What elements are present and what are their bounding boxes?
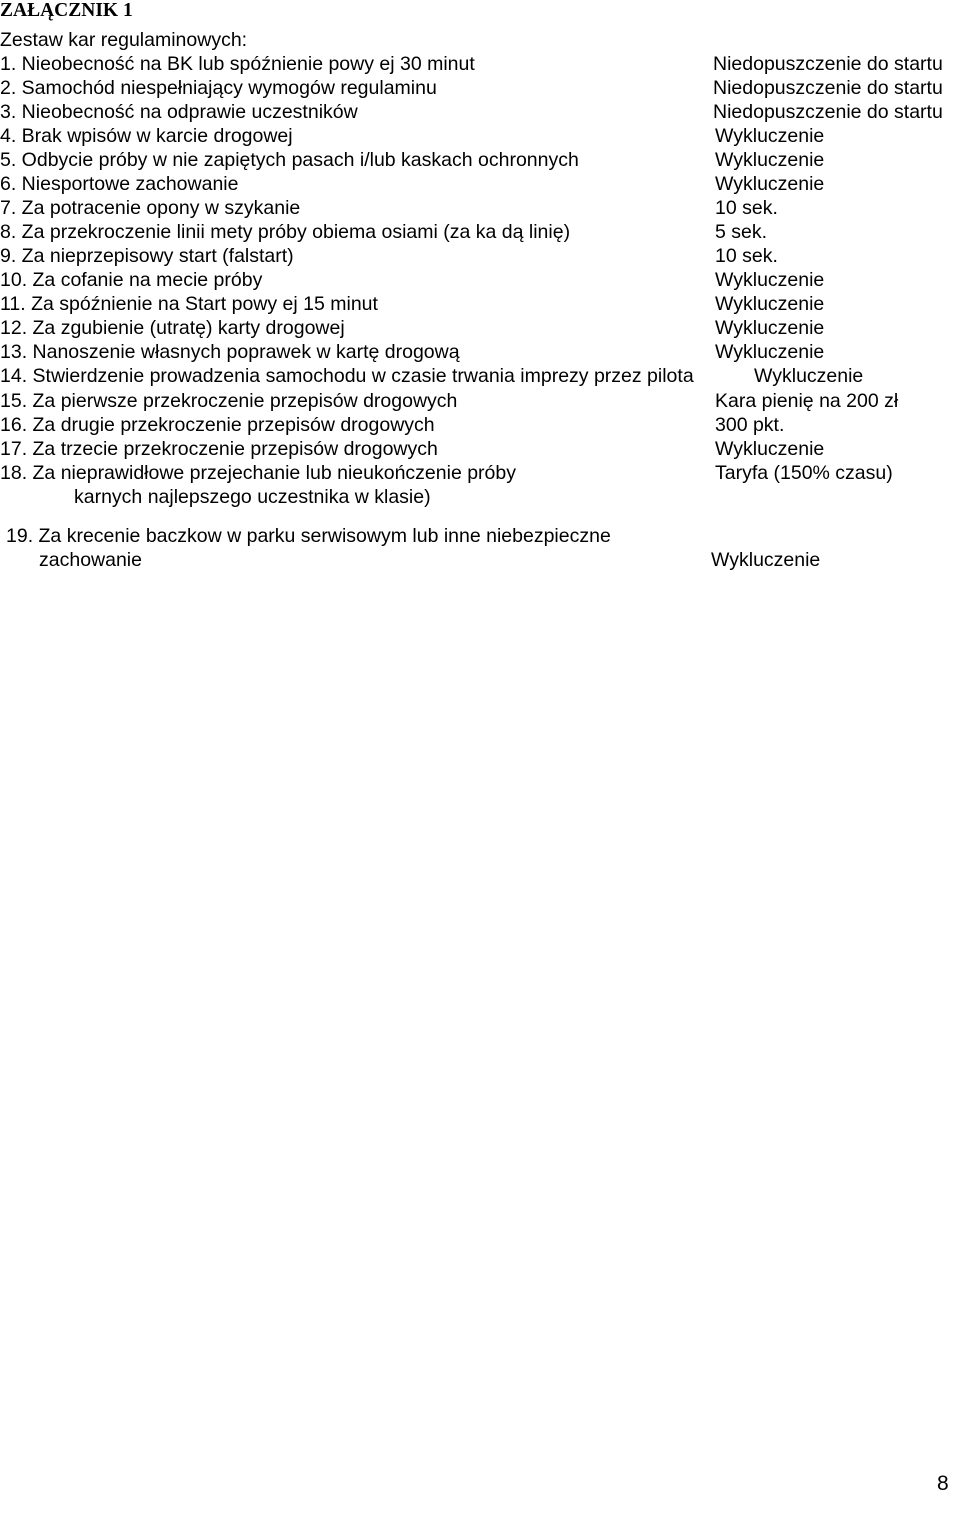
rule-text: 9. Za nieprzepisowy start (falstart) — [0, 245, 294, 267]
rule-penalty: Wykluczenie — [715, 149, 825, 171]
rule-penalty: Taryfa (150% czasu) — [715, 462, 893, 484]
rule-penalty: Niedopuszczenie do startu — [713, 53, 943, 75]
rule-penalty: Niedopuszczenie do startu — [713, 101, 943, 123]
rule-text: 2. Samochód niespełniający wymogów regulaminu — [0, 77, 437, 99]
rule-penalty: Niedopuszczenie do startu — [713, 77, 943, 99]
rule-penalty: Wykluczenie — [754, 365, 864, 387]
rule-text: 5. Odbycie próby w nie zapiętych pasach i/lub kaskach ochronnych — [0, 149, 579, 171]
rule-text: 15. Za pierwsze przekroczenie przepisów drogowych — [0, 390, 458, 412]
rule-penalty: Wykluczenie — [715, 173, 825, 195]
rule-text: 6. Niesportowe zachowanie — [0, 173, 239, 195]
rule-19-text-line1: 19. Za krecenie baczkow w parku serwisowym lub inne niebezpieczne — [6, 525, 611, 547]
page-number: 8 — [937, 1472, 949, 1495]
rule-penalty: 10 sek. — [715, 245, 778, 267]
rule-penalty: Wykluczenie — [715, 341, 825, 363]
rule-penalty: 10 sek. — [715, 197, 778, 219]
rule-18-continuation: karnych najlepszego uczestnika w klasie) — [74, 486, 431, 508]
rule-text: 17. Za trzecie przekroczenie przepisów drogowych — [0, 438, 438, 460]
rule-text: 14. Stwierdzenie prowadzenia samochodu w czasie trwania imprezy przez pilota — [0, 365, 694, 387]
document-heading: ZAŁĄCZNIK 1 — [0, 0, 133, 21]
rule-text: 13. Nanoszenie własnych poprawek w kartę drogową — [0, 341, 460, 363]
rule-text: 12. Za zgubienie (utratę) karty drogowej — [0, 317, 345, 339]
rule-penalty: Wykluczenie — [715, 317, 825, 339]
rule-penalty: 300 pkt. — [715, 414, 785, 436]
rule-penalty: Kara pienię na 200 zł — [715, 390, 899, 412]
rule-text: 3. Nieobecność na odprawie uczestników — [0, 101, 358, 123]
rule-text: 11. Za spóźnienie na Start powy ej 15 minut — [0, 293, 378, 315]
rule-penalty: 5 sek. — [715, 221, 768, 243]
rule-penalty: Wykluczenie — [715, 293, 825, 315]
rule-19-penalty: Wykluczenie — [711, 549, 821, 571]
rule-19-text-line2: zachowanie — [39, 549, 142, 571]
rule-penalty: Wykluczenie — [715, 125, 825, 147]
rule-penalty: Wykluczenie — [715, 438, 825, 460]
rule-text: 10. Za cofanie na mecie próby — [0, 269, 263, 291]
rule-text: 7. Za potracenie opony w szykanie — [0, 197, 301, 219]
rule-text: 8. Za przekroczenie linii mety próby obiema osiami (za ka dą linię) — [0, 221, 571, 243]
rule-penalty: Wykluczenie — [715, 269, 825, 291]
intro-text: Zestaw kar regulaminowych: — [0, 29, 248, 51]
rule-text: 1. Nieobecność na BK lub spóźnienie powy ej 30 minut — [0, 53, 475, 75]
rule-text: 4. Brak wpisów w karcie drogowej — [0, 125, 293, 147]
rule-text: 16. Za drugie przekroczenie przepisów drogowych — [0, 414, 435, 436]
rule-text: 18. Za nieprawidłowe przejechanie lub nieukończenie próby — [0, 462, 516, 484]
